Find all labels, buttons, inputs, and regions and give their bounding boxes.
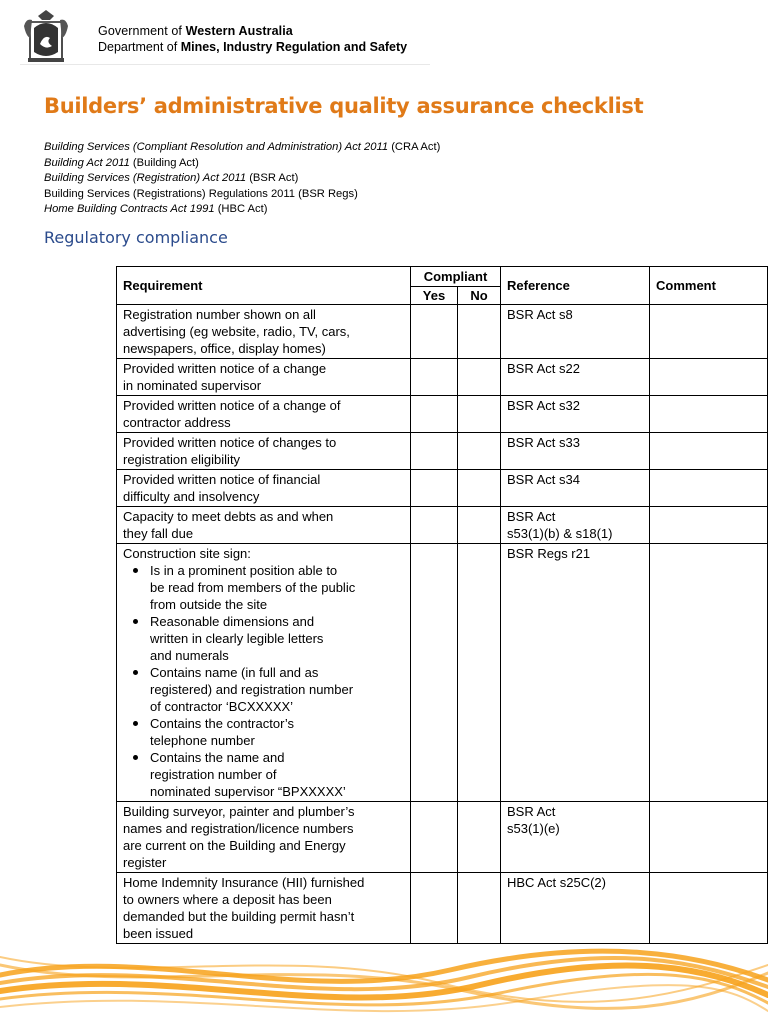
cell-line: Contains the contractor’s bbox=[150, 716, 295, 731]
cell-line: Capacity to meet debts as and when bbox=[123, 509, 334, 524]
cell-line: registration eligibility bbox=[123, 452, 241, 467]
page-title: Builders’ administrative quality assurance checklist bbox=[44, 94, 644, 118]
list-item bbox=[150, 749, 404, 800]
requirement-cell bbox=[117, 507, 411, 544]
reference-cell bbox=[501, 359, 650, 396]
reference-cell bbox=[501, 873, 650, 944]
table-row bbox=[117, 507, 768, 544]
cell-line: register bbox=[123, 855, 167, 870]
table-row bbox=[117, 802, 768, 873]
cell-line: in nominated supervisor bbox=[123, 378, 262, 393]
requirement-cell bbox=[117, 433, 411, 470]
letterhead bbox=[20, 8, 430, 66]
reference-cell bbox=[501, 544, 650, 802]
cell-line: from outside the site bbox=[150, 597, 268, 612]
cell-line: demanded but the building permit hasn’t bbox=[123, 909, 355, 924]
header-compliant: Compliant bbox=[411, 267, 501, 287]
yes-cell[interactable] bbox=[411, 544, 458, 802]
no-cell[interactable] bbox=[458, 433, 501, 470]
comment-cell[interactable] bbox=[650, 305, 768, 359]
department-name: Department of Mines, Industry Regulation and Safety bbox=[98, 40, 408, 54]
reference-cell bbox=[501, 802, 650, 873]
checklist-table bbox=[116, 266, 768, 944]
no-cell[interactable] bbox=[458, 873, 501, 944]
table-row bbox=[117, 433, 768, 470]
comment-cell[interactable] bbox=[650, 396, 768, 433]
requirement-cell bbox=[117, 873, 411, 944]
header-requirement: Requirement bbox=[117, 267, 411, 305]
requirement-cell bbox=[117, 305, 411, 359]
sign-requirements-list bbox=[123, 562, 404, 800]
cell-line: and numerals bbox=[150, 648, 229, 663]
wa-crest-logo bbox=[20, 8, 90, 66]
cell-line: BSR Act bbox=[507, 804, 556, 819]
cell-line: Home Indemnity Insurance (HII) furnished bbox=[123, 875, 365, 890]
no-cell[interactable] bbox=[458, 470, 501, 507]
table-row bbox=[117, 544, 768, 802]
cell-line: Is in a prominent position able to bbox=[150, 563, 338, 578]
yes-cell[interactable] bbox=[411, 802, 458, 873]
comment-cell[interactable] bbox=[650, 873, 768, 944]
header-yes: Yes bbox=[411, 287, 458, 305]
cell-line: be read from members of the public bbox=[150, 580, 356, 595]
cell-line: s53(1)(e) bbox=[507, 821, 560, 836]
requirement-cell bbox=[117, 470, 411, 507]
yes-cell[interactable] bbox=[411, 507, 458, 544]
cell-line: Contains name (in full and as bbox=[150, 665, 319, 680]
yes-cell[interactable] bbox=[411, 359, 458, 396]
cell-line: BSR Act s8 bbox=[507, 307, 573, 322]
acts-list bbox=[44, 140, 440, 218]
reference-cell bbox=[501, 305, 650, 359]
cell-line: BSR Act s34 bbox=[507, 472, 580, 487]
cell-line: contractor address bbox=[123, 415, 231, 430]
yes-cell[interactable] bbox=[411, 396, 458, 433]
reference-cell bbox=[501, 507, 650, 544]
table-row bbox=[117, 359, 768, 396]
cell-line: are current on the Building and Energy bbox=[123, 838, 346, 853]
table-row bbox=[117, 873, 768, 944]
act-line: Building Act 2011 (Building Act) bbox=[44, 156, 199, 169]
cell-line: registered) and registration number bbox=[150, 682, 354, 697]
comment-cell[interactable] bbox=[650, 433, 768, 470]
cell-line: BSR Act s33 bbox=[507, 435, 580, 450]
header-reference: Reference bbox=[501, 267, 650, 305]
cell-line: BSR Regs r21 bbox=[507, 546, 591, 561]
yes-cell[interactable] bbox=[411, 433, 458, 470]
no-cell[interactable] bbox=[458, 544, 501, 802]
cell-line: nominated supervisor “BPXXXXX’ bbox=[150, 784, 346, 799]
no-cell[interactable] bbox=[458, 802, 501, 873]
act-line: Home Building Contracts Act 1991 (HBC Act) bbox=[44, 203, 268, 215]
government-name: Government of Western Australia bbox=[98, 24, 293, 38]
cell-line: HBC Act s25C(2) bbox=[507, 875, 606, 890]
cell-line: s53(1)(b) & s18(1) bbox=[507, 526, 613, 541]
comment-cell[interactable] bbox=[650, 802, 768, 873]
cell-line: advertising (eg website, radio, TV, cars, bbox=[123, 324, 350, 339]
act-line: Building Services (Registration) Act 2011 (BSR Act) bbox=[44, 172, 299, 184]
section-heading: Regulatory compliance bbox=[44, 228, 228, 247]
act-line: Building Services (Compliant Resolution and Administration) Act 2011 (CRA Act) bbox=[44, 141, 441, 153]
reference-cell bbox=[501, 470, 650, 507]
requirement-cell bbox=[117, 396, 411, 433]
table-row bbox=[117, 396, 768, 433]
cell-line: BSR Act bbox=[507, 509, 556, 524]
table-row bbox=[117, 470, 768, 507]
cell-line: Building surveyor, painter and plumber’s bbox=[123, 804, 355, 819]
yes-cell[interactable] bbox=[411, 470, 458, 507]
cell-line: telephone number bbox=[150, 733, 255, 748]
reference-cell bbox=[501, 433, 650, 470]
list-item bbox=[150, 613, 404, 664]
cell-line: been issued bbox=[123, 926, 194, 941]
cell-line: written in clearly legible letters bbox=[150, 631, 324, 646]
list-item bbox=[150, 562, 404, 613]
requirement-cell bbox=[117, 359, 411, 396]
cell-line: they fall due bbox=[123, 526, 194, 541]
yes-cell[interactable] bbox=[411, 873, 458, 944]
header-no: No bbox=[458, 287, 501, 305]
requirement-cell bbox=[117, 802, 411, 873]
comment-cell[interactable] bbox=[650, 359, 768, 396]
list-item bbox=[150, 664, 404, 715]
no-cell[interactable] bbox=[458, 507, 501, 544]
cell-line: Provided written notice of changes to bbox=[123, 435, 337, 450]
requirement-cell bbox=[117, 544, 411, 802]
list-item bbox=[150, 715, 404, 749]
cell-line: registration number of bbox=[150, 767, 277, 782]
cell-line: newspapers, office, display homes) bbox=[123, 341, 326, 356]
comment-cell[interactable] bbox=[650, 470, 768, 507]
cell-line: Reasonable dimensions and bbox=[150, 614, 315, 629]
cell-line: BSR Act s32 bbox=[507, 398, 580, 413]
no-cell[interactable] bbox=[458, 305, 501, 359]
cell-line: names and registration/licence numbers bbox=[123, 821, 354, 836]
cell-line: Construction site sign: bbox=[123, 546, 251, 561]
cell-line: difficulty and insolvency bbox=[123, 489, 260, 504]
header-divider bbox=[20, 64, 430, 65]
cell-line: Provided written notice of a change of bbox=[123, 398, 341, 413]
decorative-ribbon bbox=[0, 935, 768, 1024]
cell-line: Contains the name and bbox=[150, 750, 285, 765]
no-cell[interactable] bbox=[458, 396, 501, 433]
cell-line: of contractor ‘BCXXXXX’ bbox=[150, 699, 294, 714]
yes-cell[interactable] bbox=[411, 305, 458, 359]
act-line: Building Services (Registrations) Regulations 2011 (BSR Regs) bbox=[44, 187, 358, 200]
cell-line: BSR Act s22 bbox=[507, 361, 580, 376]
no-cell[interactable] bbox=[458, 359, 501, 396]
cell-line: to owners where a deposit has been bbox=[123, 892, 332, 907]
cell-line: Provided written notice of financial bbox=[123, 472, 321, 487]
cell-line: Registration number shown on all bbox=[123, 307, 316, 322]
table-row bbox=[117, 305, 768, 359]
comment-cell[interactable] bbox=[650, 507, 768, 544]
reference-cell bbox=[501, 396, 650, 433]
cell-line: Provided written notice of a change bbox=[123, 361, 327, 376]
header-comment: Comment bbox=[650, 267, 768, 305]
comment-cell[interactable] bbox=[650, 544, 768, 802]
